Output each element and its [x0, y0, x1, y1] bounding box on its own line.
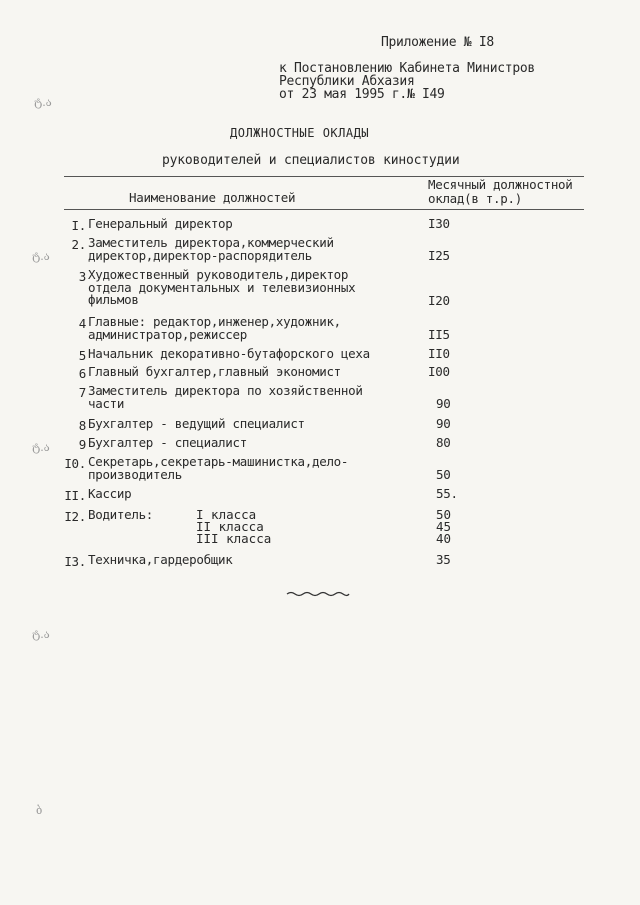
resolution-line-2: Республики Абхазия — [279, 74, 415, 89]
row-salary: I20 — [428, 293, 450, 308]
driver-class-3: III класса — [196, 531, 272, 546]
appendix-number: Приложение № I8 — [381, 35, 494, 50]
row-position: Секретарь,секретарь-машинистка,дело- производитель — [88, 454, 349, 482]
row-number: I0. — [64, 456, 86, 471]
closing-squiggle — [286, 590, 350, 598]
document-title: ДОЛЖНОСТНЫЕ ОКЛАДЫ — [230, 126, 370, 140]
row-number: I. — [71, 218, 86, 233]
row-position: Кассир — [88, 486, 132, 501]
resolution-line-1: к Постановлению Кабинета Министров — [279, 61, 535, 76]
row-number: 6 — [78, 366, 86, 381]
column-header-salary-line-1: Месячный должностной — [428, 177, 573, 192]
row-number: 9 — [78, 437, 86, 452]
driver-class-1: I класса — [196, 507, 257, 522]
row-number: 8 — [78, 418, 86, 433]
row-position: Бухгалтер - специалист — [88, 435, 247, 450]
document-subtitle: руководителей и специалистов киностудии — [162, 153, 460, 168]
row-position: Генеральный директор — [88, 216, 233, 231]
row-salary: I00 — [428, 364, 450, 379]
row-position: Водитель: — [88, 507, 154, 522]
margin-mark: ტ.ა — [32, 250, 50, 263]
row-number: I2. — [64, 509, 86, 524]
row-number: 2. — [71, 237, 86, 252]
row-position: Бухгалтер - ведущий специалист — [88, 416, 305, 431]
row-position: Главные: редактор,инженер,художник, администратор,режиссер — [88, 314, 341, 342]
row-number: 3 — [78, 269, 86, 284]
resolution-line-3: от 23 мая 1995 г.№ I49 — [279, 87, 445, 102]
row-number: II. — [64, 488, 86, 503]
row-salary: 55. — [436, 486, 458, 501]
margin-mark: ტ.ა — [32, 628, 50, 641]
row-salary: I30 — [428, 216, 450, 231]
driver-class-2: II класса — [196, 519, 264, 534]
row-salary: 90 — [436, 396, 451, 411]
row-salary: 50 — [436, 467, 451, 482]
driver-class-3-salary: 40 — [436, 531, 452, 546]
row-position: Начальник декоративно-бутафорского цеха — [88, 346, 370, 361]
margin-mark: ტ.ა — [32, 441, 50, 454]
row-position: Заместитель директора,коммерческий директор,директор-распорядитель — [88, 235, 334, 263]
row-salary: II0 — [428, 346, 450, 361]
driver-class-1-salary: 50 — [436, 507, 452, 522]
row-position: Главный бухгалтер,главный экономист — [88, 364, 341, 379]
margin-mark: ტ.ა — [34, 96, 52, 109]
row-position: Техничка,гардеробщик — [88, 552, 233, 567]
row-position: Художественный руководитель,директор отдела документальных и телевизионных фильмов — [88, 267, 356, 307]
row-number: 7 — [78, 385, 86, 400]
table-header-rule — [64, 209, 584, 210]
column-header-salary-line-2: оклад(в т.р.) — [428, 191, 522, 206]
row-number: 4 — [78, 316, 86, 331]
row-salary: 35 — [436, 552, 451, 567]
column-header-position: Наименование должностей — [129, 190, 296, 205]
row-salary: 80 — [436, 435, 451, 450]
row-salary: I25 — [428, 248, 450, 263]
row-salary: 90 — [436, 416, 451, 431]
driver-class-2-salary: 45 — [436, 519, 452, 534]
margin-mark: ბ — [36, 804, 43, 817]
row-salary: II5 — [428, 327, 450, 342]
row-position: Заместитель директора по хозяйственной части — [88, 383, 363, 411]
row-number: I3. — [64, 554, 86, 569]
row-number: 5 — [78, 348, 86, 363]
